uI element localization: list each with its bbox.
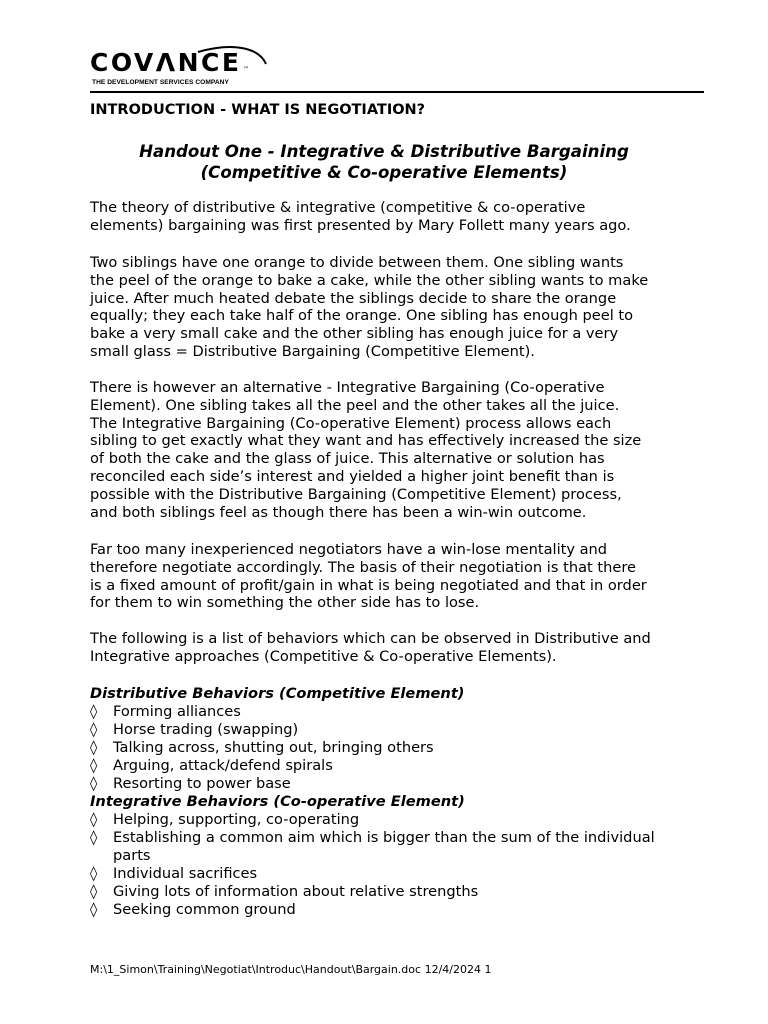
list-item-text: Horse trading (swapping)	[113, 721, 299, 738]
list-item-text: Arguing, attack/defend spirals	[113, 757, 333, 774]
paragraph-line: the peel of the orange to bake a cake, while the other sibling wants to make	[90, 271, 649, 289]
list-item	[90, 883, 690, 901]
paragraph-line: for them to win something the other side has to lose.	[90, 594, 480, 612]
list-item	[90, 703, 690, 721]
paragraph-line: is a fixed amount of profit/gain in what is being negotiated and that in order	[90, 576, 647, 594]
diamond-bullet-icon: ◊	[90, 703, 98, 720]
list-item	[90, 721, 690, 739]
paragraph-line: therefore negotiate accordingly. The basis of their negotiation is that there	[90, 558, 636, 576]
paragraph-line: of both the cake and the glass of juice. This alternative or solution has	[90, 450, 605, 468]
list-item-text: Seeking common ground	[113, 901, 296, 918]
list-item	[90, 775, 690, 793]
diamond-bullet-icon: ◊	[90, 721, 98, 738]
list-item-text: Resorting to power base	[113, 775, 291, 792]
paragraph-line: Element). One sibling takes all the peel and the other takes all the juice.	[90, 396, 620, 414]
document-title-line-2: (Competitive & Co-operative Elements)	[200, 163, 568, 182]
logo-trademark: ™	[243, 66, 249, 73]
paragraph-line: equally; they each take half of the orange. One sibling has enough peel to	[90, 307, 634, 325]
list-item-text: Individual sacrifices	[113, 865, 258, 882]
section-heading: INTRODUCTION - WHAT IS NEGOTIATION?	[90, 102, 426, 118]
list-item	[90, 901, 690, 919]
footer-file-path: M:\1_Simon\Training\Negotiat\Introduc\Handout\Bargain.doc 12/4/2024 1	[90, 963, 492, 976]
paragraph-line: and both siblings feel as though there has been a win-win outcome.	[90, 503, 587, 521]
document-title	[90, 141, 678, 183]
logo-wordmark: COVΛNCE	[90, 48, 242, 77]
list-item-text: parts	[113, 847, 151, 864]
paragraph-line: Two siblings have one orange to divide between them. One sibling wants	[90, 254, 624, 271]
list-item	[90, 865, 690, 883]
diamond-bullet-icon: ◊	[90, 901, 98, 918]
paragraph-line: small glass = Distributive Bargaining (Competitive Element).	[90, 342, 535, 360]
paragraph-line: juice. After much heated debate the siblings decide to share the orange	[90, 289, 617, 307]
paragraph-line: Integrative approaches (Competitive & Co-operative Elements).	[90, 647, 557, 665]
diamond-bullet-icon: ◊	[90, 811, 98, 828]
diamond-bullet-icon: ◊	[90, 829, 98, 846]
paragraph-theory	[90, 199, 690, 235]
list-item-text: Giving lots of information about relative strengths	[113, 883, 479, 900]
diamond-bullet-icon: ◊	[90, 757, 98, 774]
paragraph-line: Far too many inexperienced negotiators have a win-lose mentality and	[90, 541, 608, 558]
paragraph-line: elements) bargaining was first presented by Mary Follett many years ago.	[90, 216, 631, 234]
distributive-behaviors-list	[90, 703, 690, 793]
diamond-bullet-icon: ◊	[90, 883, 98, 900]
paragraph-line: reconciled each side’s interest and yielded a higher joint benefit than is	[90, 467, 615, 485]
paragraph-line: bake a very small cake and the other sibling has enough juice for a very	[90, 325, 619, 343]
list-item-text: Talking across, shutting out, bringing others	[113, 739, 434, 756]
list-item	[90, 739, 690, 757]
logo-tagline: THE DEVELOPMENT SERVICES COMPANY	[92, 79, 229, 86]
paragraph-line: sibling to get exactly what they want and has effectively increased the size	[90, 432, 642, 450]
paragraph-orange-example	[90, 254, 690, 361]
paragraph-line: The Integrative Bargaining (Co-operative Element) process allows each	[90, 414, 612, 432]
paragraph-line: possible with the Distributive Bargaining (Competitive Element) process,	[90, 485, 622, 503]
paragraph-behaviors-intro	[90, 630, 690, 666]
list-item-text: Establishing a common aim which is bigger than the sum of the individual	[113, 829, 655, 846]
list-item	[90, 811, 690, 829]
diamond-bullet-icon: ◊	[90, 775, 98, 792]
paragraph-integrative-alternative	[90, 379, 690, 521]
list-item-text: Forming alliances	[113, 703, 241, 720]
list-item	[90, 757, 690, 775]
header-rule	[90, 91, 704, 93]
diamond-bullet-icon: ◊	[90, 865, 98, 882]
paragraph-win-lose	[90, 541, 690, 612]
integrative-behaviors-list	[90, 811, 690, 919]
diamond-bullet-icon: ◊	[90, 739, 98, 756]
list-item-text: Helping, supporting, co-operating	[113, 811, 360, 828]
distributive-behaviors-heading: Distributive Behaviors (Competitive Element)	[90, 685, 465, 702]
list-item	[90, 829, 690, 865]
document-title-line-1: Handout One - Integrative & Distributive Bargaining	[139, 142, 629, 161]
company-logo	[90, 46, 270, 90]
paragraph-line: There is however an alternative - Integrative Bargaining (Co-operative	[90, 379, 605, 396]
paragraph-line: The following is a list of behaviors which can be observed in Distributive and	[90, 630, 651, 647]
paragraph-line: The theory of distributive & integrative (competitive & co-operative	[90, 199, 586, 216]
integrative-behaviors-heading: Integrative Behaviors (Co-operative Element)	[90, 793, 465, 810]
